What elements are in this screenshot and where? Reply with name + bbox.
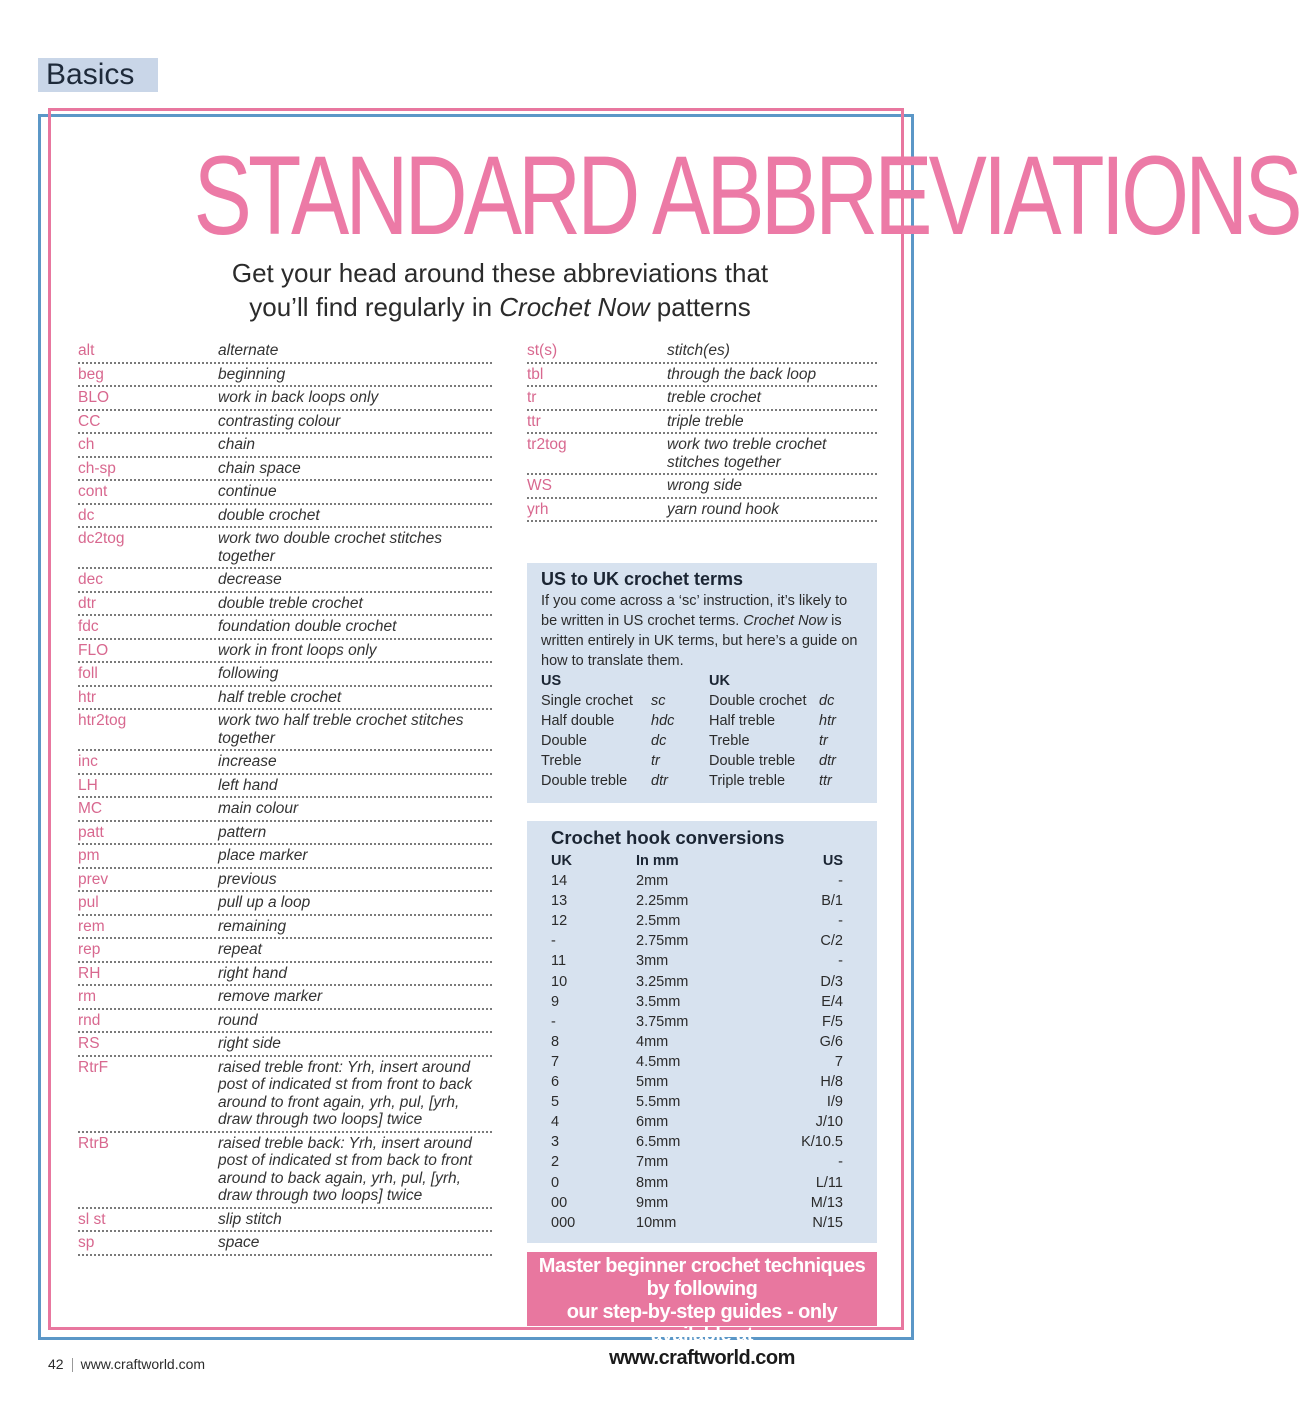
hook-mm-size: 10mm [636, 1214, 677, 1231]
abbreviation-row [78, 1209, 492, 1233]
abbreviation-row [78, 869, 492, 893]
us-uk-heading: US to UK crochet terms [541, 569, 744, 589]
abbreviation-term: LH [78, 776, 98, 794]
abbreviation-meaning: alternate [218, 342, 279, 359]
abbreviation-row [527, 411, 877, 435]
hook-us-size: K/10.5 [801, 1134, 843, 1151]
hook-mm-size: 2.25mm [636, 893, 689, 910]
abbreviation-term: cont [78, 483, 108, 500]
us-uk-terms-box [527, 563, 877, 803]
abbreviation-term: htr2tog [78, 712, 127, 729]
abbreviation-meaning: triple treble [667, 412, 744, 430]
abbreviation-term: dtr [78, 594, 97, 612]
abbreviation-meaning: space [218, 1234, 260, 1251]
abbreviation-row [78, 710, 492, 751]
hook-mm-size: 7mm [636, 1154, 669, 1171]
abbreviation-term: ttr [527, 412, 541, 430]
abbreviation-row [78, 1010, 492, 1034]
abbreviation-term: CC [78, 412, 101, 430]
hook-us-size: D/3 [820, 973, 843, 990]
abbreviation-meaning: work two half treble crochet stitches together [218, 712, 464, 747]
abbreviation-meaning: double crochet [218, 506, 320, 524]
abbreviation-term: prev [78, 870, 109, 888]
abbreviation-term: BLO [78, 389, 110, 406]
hook-mm-size: 2.75mm [636, 933, 689, 950]
hook-uk-size: 11 [551, 953, 567, 970]
abbreviation-meaning: raised treble front: Yrh, insert around post of indicated st from front to back around to front again, yrh, pul, [yrh, draw through two loops] twice [218, 1058, 473, 1128]
us-uk-table [541, 671, 863, 791]
uk-term: Double crochet [709, 693, 807, 709]
abbreviation-term: rm [78, 988, 97, 1005]
abbreviation-row [527, 434, 877, 475]
abbreviation-meaning: right hand [218, 964, 287, 982]
hook-us-size: - [838, 1154, 843, 1171]
abbreviation-term: MC [78, 800, 103, 817]
hook-us-size: G/6 [819, 1033, 843, 1050]
abbreviation-meaning: left hand [218, 776, 278, 794]
hook-uk-size: 5 [551, 1094, 560, 1111]
abbreviation-term: WS [527, 477, 552, 494]
hook-conversions-box [527, 821, 877, 1243]
hook-mm-size: 5.5mm [636, 1094, 681, 1111]
abbreviation-meaning: remove marker [218, 988, 323, 1005]
abbreviation-term: tbl [527, 365, 544, 383]
abbreviation-row [78, 528, 492, 569]
hook-conversions-table [551, 851, 853, 1233]
abbreviation-row [78, 1057, 492, 1133]
abbreviation-term: foll [78, 665, 98, 682]
abbreviation-meaning: place marker [218, 847, 308, 864]
abbreviation-term: pm [78, 847, 100, 864]
abbreviation-meaning: through the back loop [667, 365, 817, 383]
abbreviation-row [78, 1133, 492, 1209]
hook-mm-size: 4.5mm [636, 1053, 681, 1070]
abbreviation-meaning: pull up a loop [218, 894, 311, 911]
hook-col-uk: UK [551, 853, 572, 869]
hook-uk-size: 10 [551, 973, 568, 990]
uk-term: Double treble [709, 753, 796, 769]
page-footer [48, 1356, 205, 1372]
abbreviation-row [78, 963, 492, 987]
hook-uk-size: 3 [551, 1134, 560, 1151]
us-term: Treble [541, 753, 582, 769]
hook-mm-size: 3.5mm [636, 993, 681, 1010]
hook-col-mm: In mm [636, 853, 679, 869]
us-term-abbr: hdc [651, 713, 675, 729]
abbreviation-row [78, 751, 492, 775]
abbreviation-term: RH [78, 964, 101, 982]
abbreviation-row [78, 939, 492, 963]
hook-mm-size: 6.5mm [636, 1134, 681, 1151]
hook-uk-size: 00 [551, 1194, 568, 1211]
abbreviation-term: alt [78, 342, 95, 359]
abbreviation-row [78, 775, 492, 799]
abbreviation-list-right [527, 340, 877, 522]
abbreviation-meaning: previous [218, 870, 277, 888]
abbreviation-row [78, 1232, 492, 1256]
hook-mm-size: 3.75mm [636, 1013, 689, 1030]
uk-term-abbr: htr [819, 713, 836, 729]
abbreviation-term: pul [78, 894, 99, 911]
abbreviation-meaning: stitch(es) [667, 342, 730, 359]
hook-us-size: N/15 [812, 1214, 843, 1231]
abbreviation-term: rep [78, 941, 101, 958]
promo-line-1: Master beginner crochet techniques by following [538, 1255, 866, 1300]
abbreviation-term: patt [78, 823, 104, 841]
hook-us-size: I/9 [826, 1094, 843, 1111]
abbreviation-meaning: work in front loops only [218, 641, 377, 659]
abbreviation-term: tr2tog [527, 436, 567, 453]
abbreviation-row [527, 340, 877, 364]
abbreviation-row [78, 458, 492, 482]
abbreviation-term: RtrB [78, 1134, 109, 1152]
abbreviation-meaning: treble crochet [667, 389, 761, 406]
abbreviation-row [78, 411, 492, 435]
hook-uk-size: 6 [551, 1074, 560, 1091]
abbreviation-meaning: pattern [218, 823, 267, 841]
abbreviation-meaning: work two double crochet stitches together [218, 530, 442, 565]
abbreviation-term: rnd [78, 1011, 101, 1029]
section-tag: Basics [38, 58, 158, 92]
abbreviation-term: fdc [78, 618, 99, 635]
hook-us-size: H/8 [820, 1074, 843, 1091]
abbreviation-meaning: beginning [218, 365, 286, 383]
hook-uk-size: 7 [551, 1053, 560, 1070]
abbreviation-row [78, 986, 492, 1010]
abbreviation-row [78, 822, 492, 846]
abbreviation-row [527, 499, 877, 523]
hook-us-size: L/11 [815, 1174, 843, 1191]
abbreviation-meaning: wrong side [667, 477, 742, 494]
uk-term-abbr: ttr [819, 773, 832, 789]
abbreviation-term: dc [78, 506, 95, 524]
abbreviation-term: RS [78, 1035, 100, 1052]
abbreviation-row [78, 916, 492, 940]
abbreviation-meaning: raised treble back: Yrh, insert around post of indicated st from back to front around to back again, yrh, pul, [yrh, draw through two loops] twice [218, 1134, 473, 1204]
us-header: US [541, 673, 562, 689]
hook-mm-size: 3.25mm [636, 973, 689, 990]
abbreviation-term: st(s) [527, 342, 558, 359]
abbreviation-row [78, 798, 492, 822]
hook-uk-size: 000 [551, 1214, 576, 1231]
abbreviation-meaning: right side [218, 1035, 281, 1052]
us-term-abbr: dc [651, 733, 667, 749]
us-term: Half double [541, 713, 615, 729]
abbreviation-meaning: main colour [218, 800, 299, 817]
abbreviation-meaning: foundation double crochet [218, 618, 397, 635]
abbreviation-row [78, 481, 492, 505]
abbreviation-row [527, 364, 877, 388]
abbreviation-row [78, 340, 492, 364]
abbreviation-meaning: round [218, 1011, 258, 1029]
us-term: Single crochet [541, 693, 633, 709]
hook-uk-size: 8 [551, 1033, 560, 1050]
promo-url-link[interactable]: www.craftworld.com [609, 1347, 795, 1369]
abbreviation-meaning: following [218, 665, 279, 682]
hook-uk-size: 14 [551, 873, 568, 890]
us-term: Double treble [541, 773, 628, 789]
abbreviation-meaning: chain [218, 436, 256, 453]
abbreviation-term: yrh [527, 500, 549, 518]
uk-term-abbr: dc [819, 693, 835, 709]
uk-term-abbr: tr [819, 733, 828, 749]
abbreviation-row [78, 434, 492, 458]
footer-site-link[interactable]: www.craftworld.com [80, 1356, 206, 1372]
abbreviation-row [78, 616, 492, 640]
hook-mm-size: 9mm [636, 1194, 669, 1211]
hook-us-size: - [838, 913, 843, 930]
abbreviation-row [78, 505, 492, 529]
abbreviation-term: sp [78, 1234, 95, 1251]
hook-us-size: B/1 [821, 893, 843, 910]
hook-uk-size: - [551, 933, 556, 950]
hook-mm-size: 4mm [636, 1033, 669, 1050]
hook-mm-size: 8mm [636, 1174, 669, 1191]
abbreviation-meaning: half treble crochet [218, 688, 342, 706]
abbreviation-meaning: increase [218, 753, 277, 770]
abbreviation-meaning: decrease [218, 571, 282, 588]
abbreviation-row [78, 1033, 492, 1057]
abbreviation-meaning: remaining [218, 917, 287, 935]
abbreviation-meaning: slip stitch [218, 1210, 282, 1228]
abbreviation-term: RtrF [78, 1058, 109, 1076]
hook-uk-size: 12 [551, 913, 568, 930]
abbreviation-term: inc [78, 753, 98, 770]
page-number: 42 [48, 1356, 64, 1372]
abbreviation-meaning: chain space [218, 459, 301, 477]
hook-us-size: 7 [834, 1053, 843, 1070]
hook-uk-size: 2 [551, 1154, 560, 1171]
us-term-abbr: sc [651, 693, 666, 709]
abbreviation-meaning: work two treble crochet stitches together [667, 436, 827, 471]
abbreviation-row [78, 640, 492, 664]
uk-term: Treble [709, 733, 750, 749]
hook-us-size: J/10 [815, 1114, 843, 1131]
abbreviation-term: rem [78, 917, 105, 935]
abbreviation-list-left [78, 340, 492, 1256]
abbreviation-term: beg [78, 365, 104, 383]
abbreviation-meaning: contrasting colour [218, 412, 341, 430]
hook-conversions-heading: Crochet hook conversions [551, 827, 785, 848]
abbreviation-term: sl st [78, 1210, 106, 1228]
hook-mm-size: 2.5mm [636, 913, 681, 930]
abbreviation-row [78, 892, 492, 916]
abbreviation-row [78, 593, 492, 617]
us-uk-intro: If you come across a ‘sc’ instruction, it’s likely to be written in US crochet terms. Crochet Now is written entirely in UK terms, but here’s a guide on how to translate them. [541, 593, 858, 669]
abbreviation-term: ch-sp [78, 459, 116, 477]
abbreviation-term: htr [78, 688, 97, 706]
uk-term-abbr: dtr [819, 753, 836, 769]
abbreviation-row [78, 387, 492, 411]
hook-us-size: C/2 [820, 933, 843, 950]
abbreviation-row [78, 687, 492, 711]
hook-uk-size: 4 [551, 1114, 560, 1131]
hook-mm-size: 5mm [636, 1074, 669, 1091]
hook-us-size: M/13 [810, 1194, 843, 1211]
hook-uk-size: 0 [551, 1174, 560, 1191]
us-term-abbr: tr [651, 753, 660, 769]
abbreviation-row [78, 569, 492, 593]
hook-mm-size: 2mm [636, 873, 669, 890]
promo-line-2: our step-by-step guides - only available at [566, 1301, 838, 1346]
hook-us-size: E/4 [821, 993, 843, 1010]
uk-term: Triple treble [709, 773, 786, 789]
page-subtitle: Get your head around these abbreviations that you’ll find regularly in Crochet Now patterns [231, 258, 769, 322]
abbreviation-meaning: repeat [218, 941, 262, 958]
abbreviation-term: tr [527, 389, 537, 406]
hook-us-size: F/5 [822, 1013, 843, 1030]
abbreviation-term: dc2tog [78, 530, 125, 547]
abbreviation-row [78, 364, 492, 388]
promo-banner [527, 1252, 877, 1369]
abbreviation-row [527, 475, 877, 499]
hook-uk-size: 13 [551, 893, 568, 910]
hook-mm-size: 6mm [636, 1114, 669, 1131]
uk-header: UK [709, 673, 730, 689]
abbreviation-term: ch [78, 436, 95, 453]
abbreviation-meaning: double treble crochet [218, 594, 363, 612]
hook-us-size: - [838, 953, 843, 970]
uk-term: Half treble [709, 713, 776, 729]
abbreviation-meaning: work in back loops only [218, 389, 379, 406]
hook-uk-size: 9 [551, 993, 560, 1010]
page-title: STANDARD ABBREVIATIONS [193, 133, 1299, 258]
abbreviation-meaning: continue [218, 483, 277, 500]
abbreviation-term: dec [78, 571, 103, 588]
abbreviation-meaning: yarn round hook [667, 500, 780, 518]
hook-mm-size: 3mm [636, 953, 669, 970]
us-term-abbr: dtr [651, 773, 668, 789]
hook-us-size: - [838, 873, 843, 890]
hook-col-us: US [822, 853, 843, 869]
abbreviation-row [527, 387, 877, 411]
abbreviation-term: FLO [78, 641, 109, 659]
abbreviation-row [78, 663, 492, 687]
us-term: Double [541, 733, 587, 749]
hook-uk-size: - [551, 1013, 556, 1030]
abbreviation-row [78, 845, 492, 869]
